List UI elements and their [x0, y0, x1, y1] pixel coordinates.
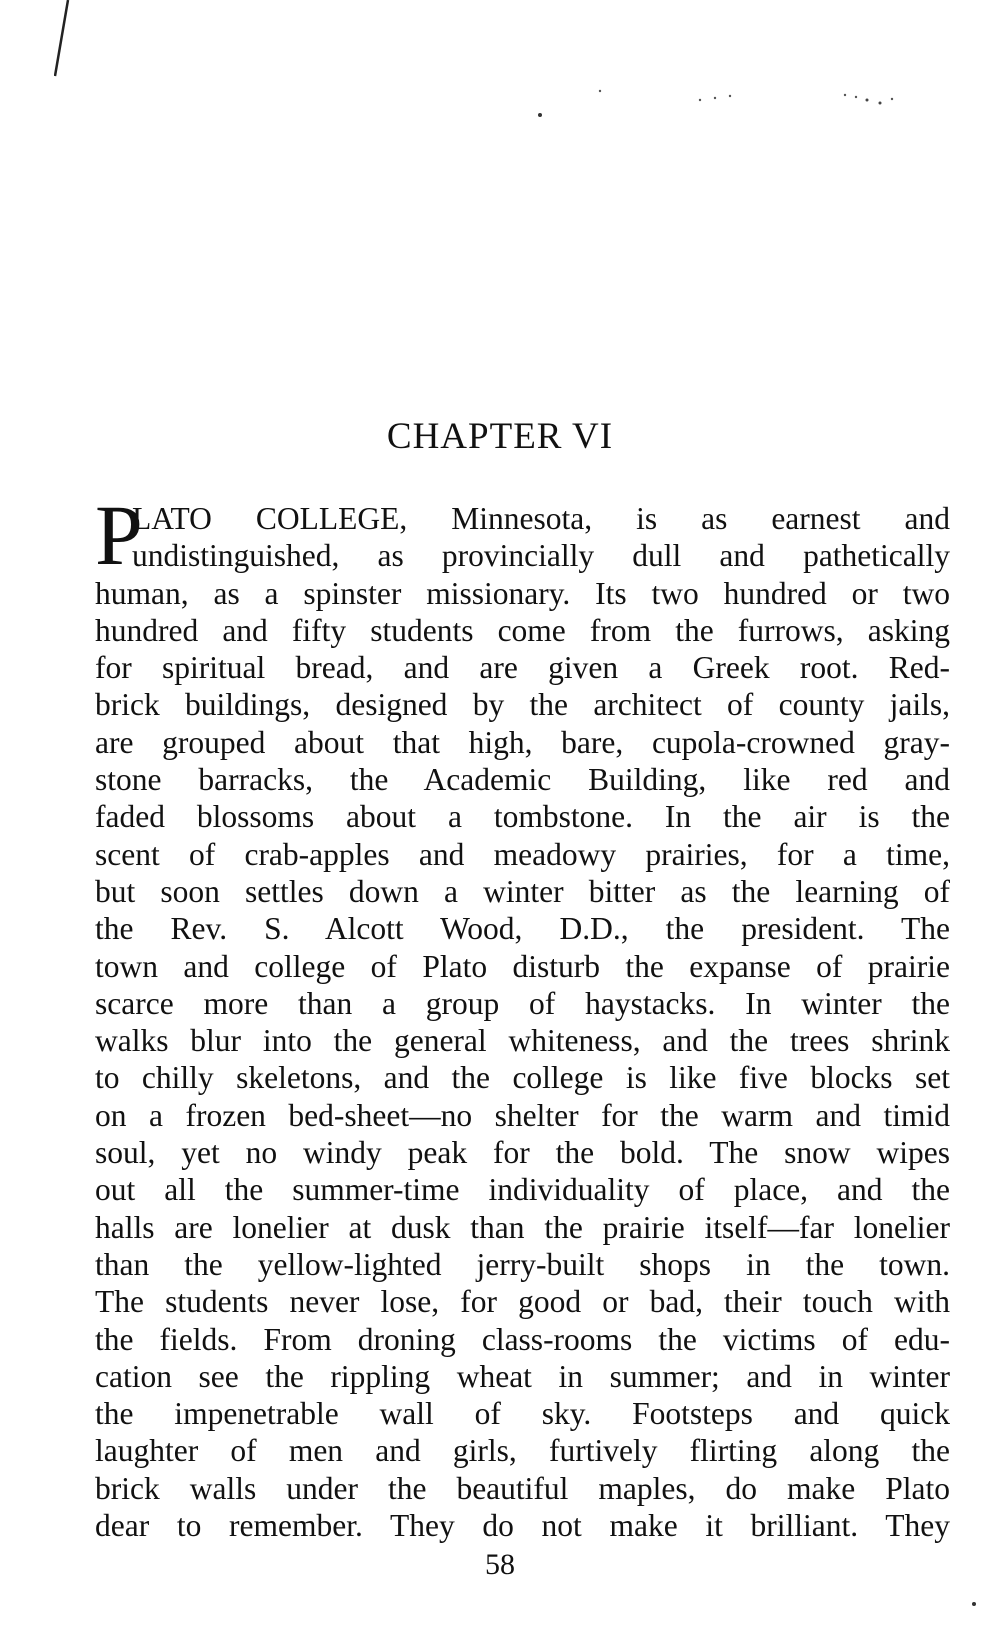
text-line: brick walls under the beautiful maples, do make Plato: [95, 1470, 950, 1506]
text-line: cation see the rippling wheat in summer; and in winter: [95, 1358, 950, 1394]
text-line: scarce more than a group of haystacks. In winter the: [95, 985, 950, 1021]
text-line: stone barracks, the Academic Building, like red and: [95, 762, 950, 798]
text-line: scent of crab-apples and meadowy prairies, for a time,: [95, 836, 950, 872]
text-line: LATO COLLEGE, Minnesota, is as earnest and: [132, 501, 950, 536]
text-line: but soon settles down a winter bitter as the learning of: [95, 873, 950, 909]
scan-specks: [520, 85, 940, 145]
text-line: for spiritual bread, and are given a Greek root. Red-: [95, 650, 950, 686]
text-line: laughter of men and girls, furtively flirting along the: [95, 1433, 950, 1469]
text-line: to chilly skeletons, and the college is like five blocks set: [95, 1060, 950, 1096]
scan-pen-mark: [54, 0, 134, 90]
text-line: dear to remember. They do not make it brilliant. They: [95, 1508, 950, 1544]
text-line: the fields. From droning class-rooms the victims of edu-: [95, 1321, 950, 1357]
text-line: are grouped about that high, bare, cupola-crowned gray-: [95, 724, 950, 760]
text-line: walks blur into the general whiteness, and the trees shrink: [95, 1023, 950, 1059]
text-line: undistinguished, as provincially dull and pathetically: [132, 538, 950, 574]
text-line: brick buildings, designed by the architect of county jails,: [95, 687, 950, 723]
text-line: halls are lonelier at dusk than the prairie itself—far lonelier: [95, 1209, 950, 1245]
chapter-body-text: [95, 500, 950, 1544]
text-line: hundred and fifty students come from the furrows, asking: [95, 612, 950, 648]
text-line: than the yellow-lighted jerry-built shops in the town.: [95, 1246, 950, 1282]
scan-speck: [970, 1600, 978, 1608]
text-line: human, as a spinster missionary. Its two hundred or two: [95, 575, 950, 611]
text-line: the impenetrable wall of sky. Footsteps and quick: [95, 1396, 950, 1432]
text-line: town and college of Plato disturb the expanse of prairie: [95, 948, 950, 984]
drop-cap: P: [95, 487, 143, 583]
chapter-heading: CHAPTER VI: [386, 416, 614, 457]
text-line: The students never lose, for good or bad, their touch with: [95, 1284, 950, 1320]
page-number: 58: [485, 1548, 515, 1581]
text-line: faded blossoms about a tombstone. In the air is the: [95, 799, 950, 835]
text-line: the Rev. S. Alcott Wood, D.D., the president. The: [95, 911, 950, 947]
text-line: on a frozen bed-sheet—no shelter for the warm and timid: [95, 1097, 950, 1133]
text-line: out all the summer-time individuality of place, and the: [95, 1172, 950, 1208]
text-line: soul, yet no windy peak for the bold. The snow wipes: [95, 1135, 950, 1171]
